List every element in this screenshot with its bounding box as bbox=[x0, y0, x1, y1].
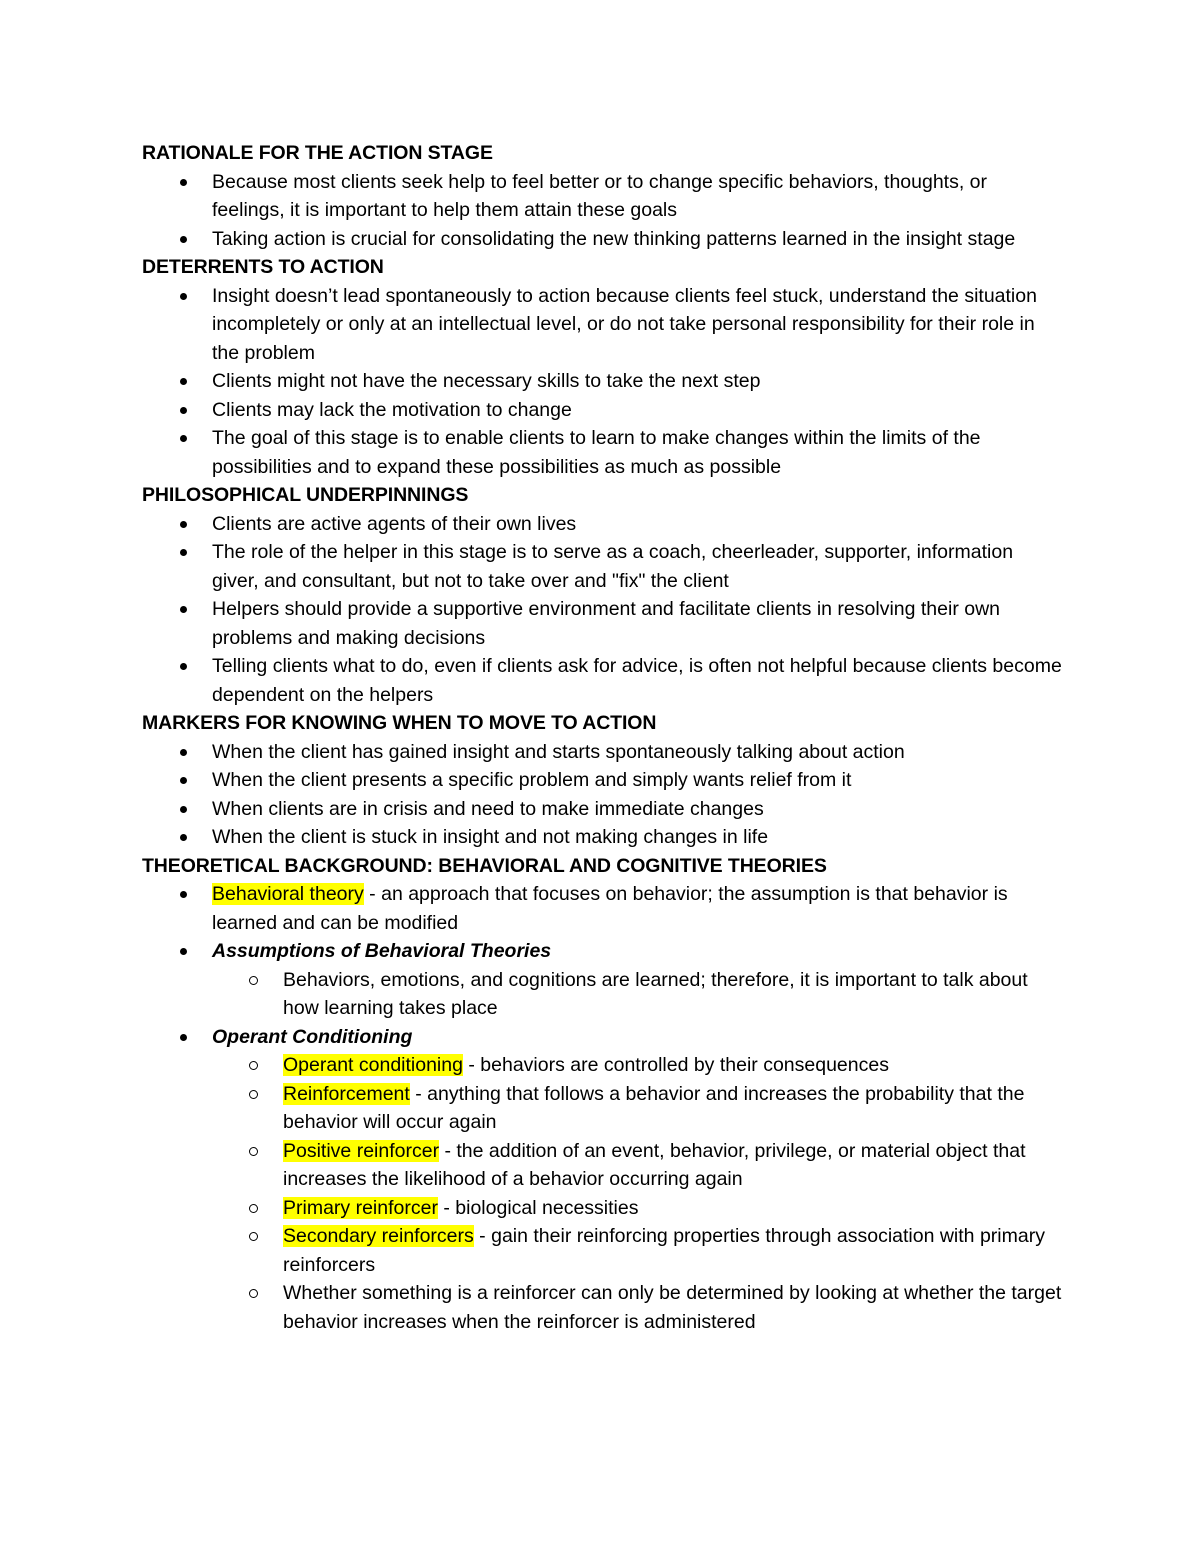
sub-list-item bbox=[142, 1051, 1062, 1080]
sub-list-item bbox=[142, 1080, 1062, 1137]
term-definition: - anything that follows a behavior and increases the probability that the behavior will occur again bbox=[283, 1082, 1025, 1133]
sub-list-item: Whether something is a reinforcer can only be determined by looking at whether the target behavior increases when the reinforcer is administered bbox=[142, 1279, 1062, 1336]
subheading-operant-conditioning: Operant Conditioning bbox=[212, 1025, 413, 1048]
section-heading-philosophical: PHILOSOPHICAL UNDERPINNINGS bbox=[142, 484, 469, 506]
list-item: Clients may lack the motivation to change bbox=[142, 396, 1062, 425]
subheading-assumptions: Assumptions of Behavioral Theories bbox=[212, 940, 552, 962]
list-item: When the client is stuck in insight and not making changes in life bbox=[142, 823, 1062, 852]
operant-sublist bbox=[212, 1051, 1062, 1336]
term-definition: - an approach that focuses on behavior; the assumption is that behavior is learned and can be modified bbox=[212, 883, 1008, 934]
highlighted-term: Behavioral theory bbox=[212, 883, 364, 905]
section-heading-markers: MARKERS FOR KNOWING WHEN TO MOVE TO ACTION bbox=[142, 712, 657, 734]
section-heading-deterrents: DETERRENTS TO ACTION bbox=[142, 256, 384, 278]
list-item: Insight doesn’t lead spontaneously to action because clients feel stuck, understand the situation incompletely or only at an intellectual level, or do not take personal responsibility for their role in the problem bbox=[142, 282, 1062, 368]
term-definition: - gain their reinforcing properties through association with primary reinforcers bbox=[283, 1225, 1045, 1276]
term-definition: - biological necessities bbox=[437, 1196, 639, 1219]
term-definition: - the addition of an event, behavior, privilege, or material object that increases the likelihood of a behavior occurring again bbox=[283, 1139, 1026, 1190]
deterrents-list bbox=[142, 282, 1062, 482]
list-item: Helpers should provide a supportive environment and facilitate clients in resolving their own problems and making decisions bbox=[142, 595, 1062, 652]
term-definition: - behaviors are controlled by their consequences bbox=[462, 1054, 889, 1076]
section-heading-theoretical: THEORETICAL BACKGROUND: BEHAVIORAL AND COGNITIVE THEORIES bbox=[142, 854, 827, 877]
sub-list-item bbox=[142, 1194, 1062, 1223]
list-item: Because most clients seek help to feel better or to change specific behaviors, thoughts, or feelings, it is important to help them attain these goals bbox=[142, 168, 1062, 225]
list-item: Telling clients what to do, even if clients ask for advice, is often not helpful because clients become dependent on the helpers bbox=[142, 652, 1062, 709]
list-item-operant bbox=[142, 1023, 1062, 1337]
highlighted-term: Operant conditioning bbox=[283, 1054, 463, 1076]
list-item-assumptions bbox=[142, 937, 1062, 1023]
theoretical-list bbox=[142, 880, 1062, 1336]
list-item: Taking action is crucial for consolidating the new thinking patterns learned in the insight stage bbox=[142, 225, 1062, 254]
sub-list-item bbox=[142, 1222, 1062, 1279]
list-item: The role of the helper in this stage is to serve as a coach, cheerleader, supporter, information giver, and consultant, but not to take over and "fix" the client bbox=[142, 538, 1062, 595]
highlighted-term: Positive reinforcer bbox=[283, 1139, 440, 1162]
list-item-behavioral-theory bbox=[142, 880, 1062, 937]
list-item: The goal of this stage is to enable clients to learn to make changes within the limits of the possibilities and to expand these possibilities as much as possible bbox=[142, 424, 1062, 481]
list-item: When the client has gained insight and starts spontaneously talking about action bbox=[142, 738, 1062, 767]
highlighted-term: Primary reinforcer bbox=[283, 1196, 438, 1219]
assumptions-sublist bbox=[212, 966, 1062, 1023]
rationale-list bbox=[142, 168, 1062, 254]
list-item: Clients are active agents of their own lives bbox=[142, 510, 1062, 539]
list-item: Clients might not have the necessary skills to take the next step bbox=[142, 367, 1062, 396]
highlighted-term: Secondary reinforcers bbox=[283, 1225, 474, 1247]
markers-list bbox=[142, 738, 1062, 852]
sub-list-item bbox=[142, 1137, 1062, 1194]
philosophical-list bbox=[142, 510, 1062, 710]
list-item: When the client presents a specific problem and simply wants relief from it bbox=[142, 766, 1062, 795]
document-body bbox=[142, 139, 1062, 1336]
list-item: When clients are in crisis and need to make immediate changes bbox=[142, 795, 1062, 824]
section-heading-rationale: RATIONALE FOR THE ACTION STAGE bbox=[142, 142, 493, 164]
highlighted-term: Reinforcement bbox=[283, 1082, 410, 1105]
sub-list-item: Behaviors, emotions, and cognitions are learned; therefore, it is important to talk about how learning takes place bbox=[142, 966, 1062, 1023]
